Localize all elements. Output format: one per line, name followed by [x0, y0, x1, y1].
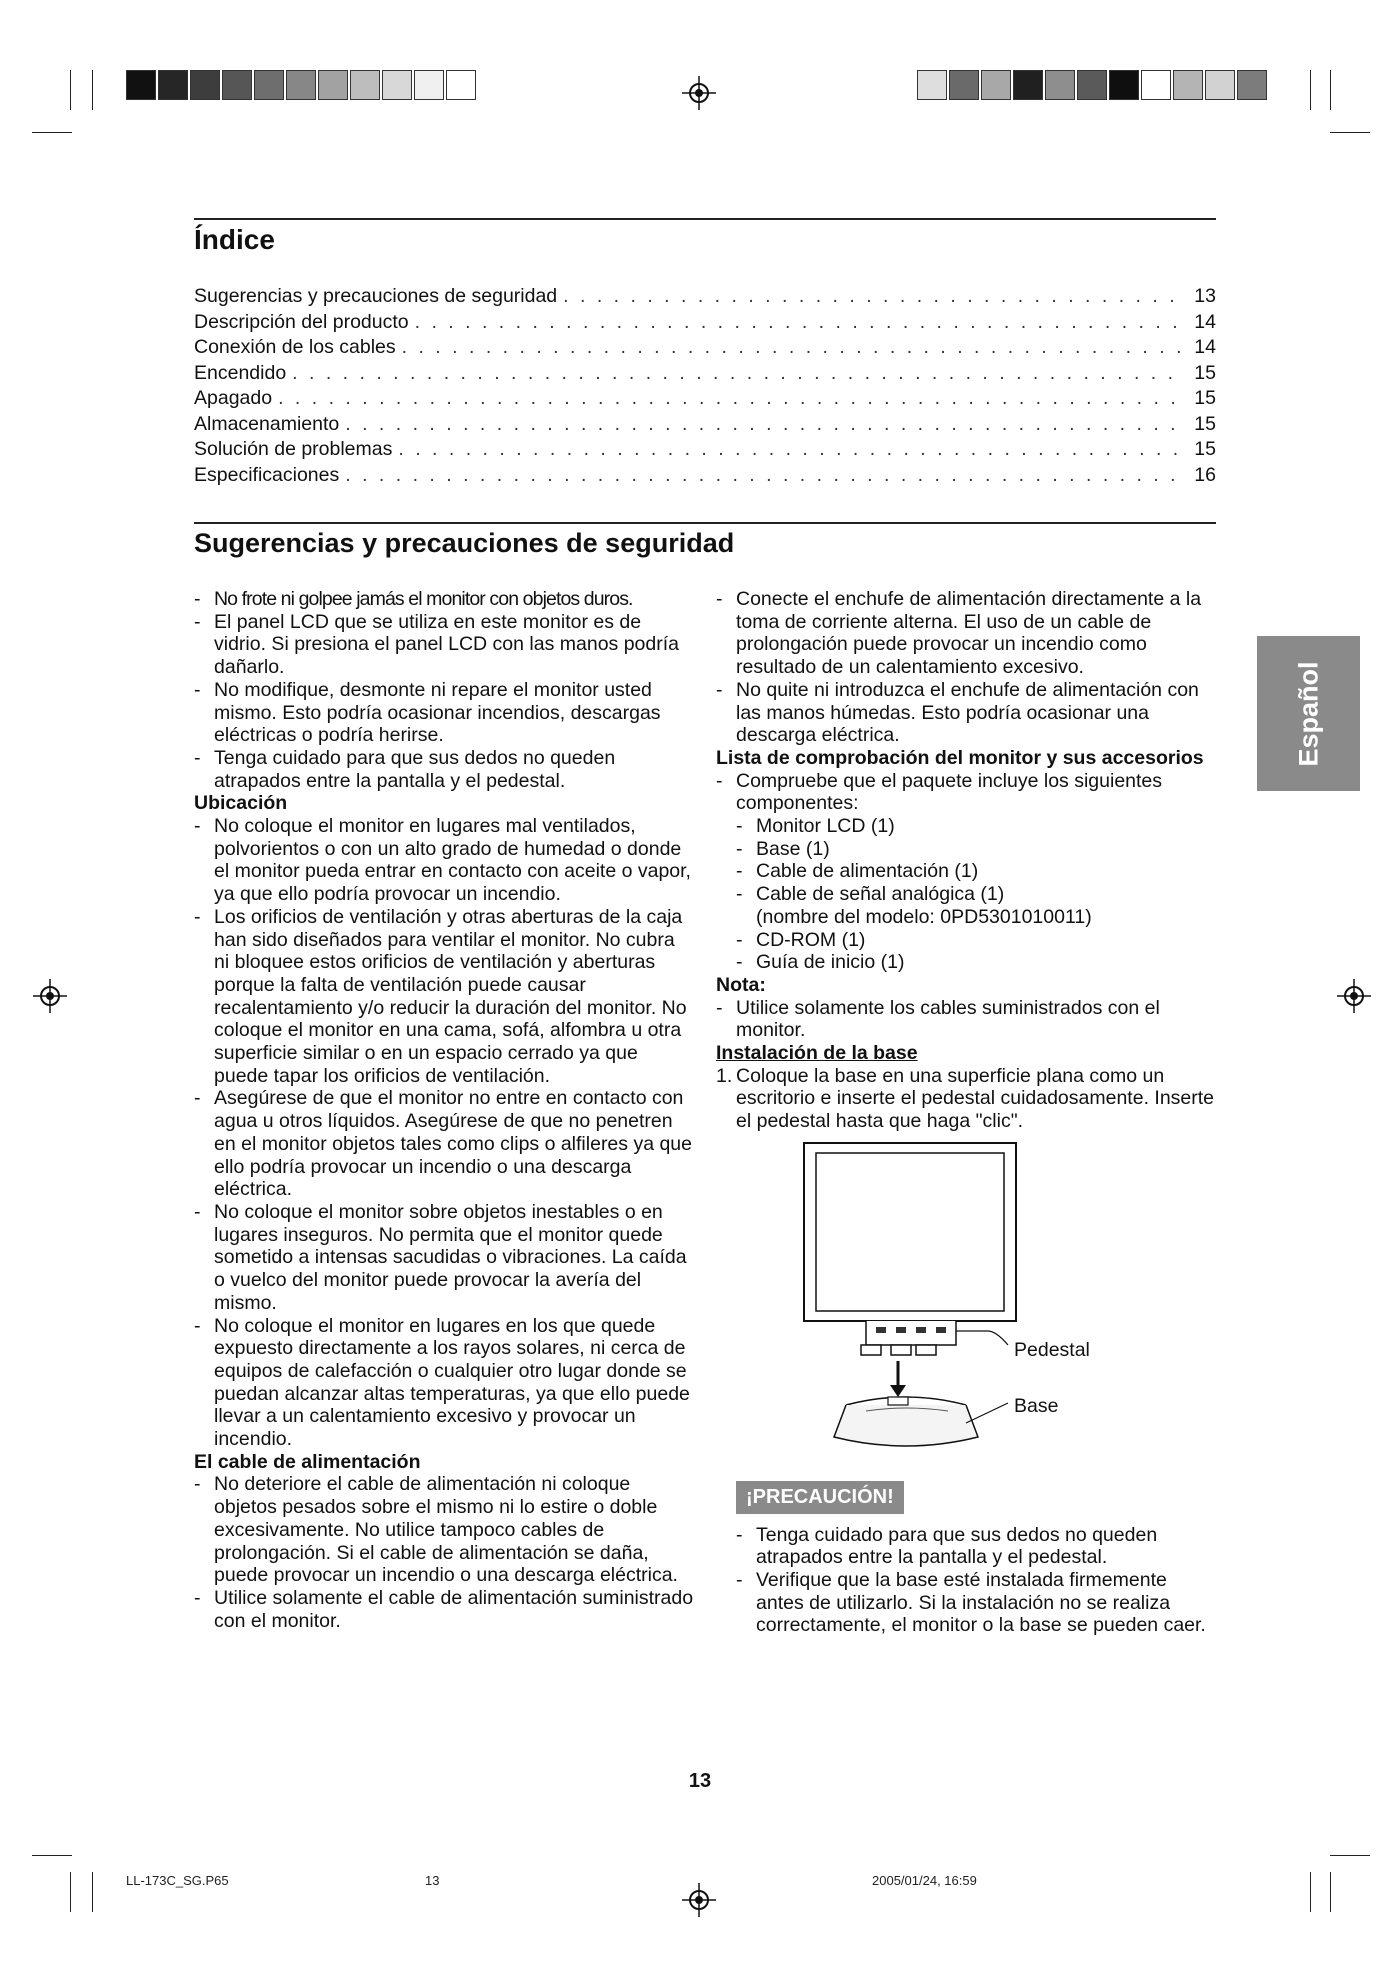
list-item: - No deteriore el cable de alimentación ni coloque objetos pesados sobre el mismo ni lo estire o doble excesivamente. No utilice tampoco cables de prolongación. Si el cable de alimentación se daña, puede provocar un incendio o una descarga eléctrica. — [194, 1473, 678, 1587]
toc-leader-dots — [563, 284, 1180, 310]
color-swatch — [1141, 70, 1171, 100]
color-swatch — [190, 70, 220, 100]
section-heading: Sugerencias y precauciones de seguridad — [194, 528, 735, 558]
toc-top-rule — [194, 218, 1216, 220]
toc-leader-dots — [415, 310, 1180, 336]
color-swatch — [981, 70, 1011, 100]
color-swatch — [286, 70, 316, 100]
color-swatch — [126, 70, 156, 100]
color-swatch — [1205, 70, 1235, 100]
toc-entry-title: Almacenamiento — [194, 412, 340, 435]
ubicacion-heading: Ubicación — [194, 792, 288, 815]
toc-entry-page: 15 — [1194, 361, 1216, 384]
component-item: - Base (1) — [736, 837, 830, 860]
registration-mark-bottom-icon — [682, 1883, 716, 1917]
color-swatch — [1013, 70, 1043, 100]
list-item: - Conecte el enchufe de alimentación directamente a la toma de corriente alterna. El uso de un cable de prolongación puede provocar un incendio como resultado de un calentamiento excesivo. — [716, 588, 1202, 679]
page-number: 13 — [688, 1770, 712, 1792]
registration-mark-right-icon — [1337, 979, 1371, 1013]
left-column — [194, 588, 694, 1632]
cable-list — [194, 1473, 694, 1632]
toc-leader-dots — [345, 412, 1180, 438]
color-swatch — [1077, 70, 1107, 100]
caution-badge: ¡PRECAUCIÓN! — [736, 1481, 904, 1514]
toc-entry-title: Descripción del producto — [194, 310, 409, 333]
color-swatch — [1237, 70, 1267, 100]
list-item: - No modifique, desmonte ni repare el monitor usted mismo. Esto podría ocasionar incendios, descargas eléctricas o podría herirse. — [194, 678, 661, 747]
list-item: - No coloque el monitor sobre objetos inestables o en lugares inseguros. No permita que el monitor quede sometido a intensas sacudidas o vibraciones. La caída o vuelco del monitor puede provocar la avería del mismo. — [194, 1200, 687, 1314]
toc-entry-page: 16 — [1194, 463, 1216, 486]
color-swatch — [414, 70, 444, 100]
color-swatch — [949, 70, 979, 100]
toc-entry-title: Especificaciones — [194, 463, 340, 486]
color-swatch — [1045, 70, 1075, 100]
list-item: - Utilice solamente el cable de alimentación suministrado con el monitor. — [194, 1586, 694, 1632]
component-item: - Cable de alimentación (1) — [736, 860, 979, 883]
cable-heading: El cable de alimentación — [194, 1450, 421, 1473]
toc-entry[interactable] — [194, 412, 1216, 438]
toc-entry[interactable] — [194, 463, 1216, 489]
color-swatch — [917, 70, 947, 100]
color-swatch — [318, 70, 348, 100]
registration-mark-left-icon — [33, 979, 67, 1013]
color-swatch — [158, 70, 188, 100]
list-item: - No frote ni golpee jamás el monitor con objetos duros. — [194, 588, 633, 610]
caution-item: - Verifique que la base esté instalada firmemente antes de utilizarlo. Si la instalación no se realiza correctamente, el monitor o la base se pueden caer. — [736, 1568, 1206, 1637]
list-item: - Asegúrese de que el monitor no entre en contacto con agua u otros líquidos. Asegúrese de que no penetren en el monitor objetos tales como clips o alfileres ya que ello podría provocar un incendio o una descarga eléctrica. — [194, 1087, 692, 1201]
toc-entry[interactable] — [194, 437, 1216, 463]
component-item: - Monitor LCD (1) — [736, 815, 895, 838]
color-bar-right — [917, 70, 1269, 100]
component-item: - Guía de inicio (1) — [736, 951, 905, 974]
color-swatch — [222, 70, 252, 100]
toc-entry-page: 15 — [1194, 438, 1216, 460]
checklist-intro: - Compruebe que el paquete incluye los siguientes componentes: — [716, 769, 1163, 815]
color-swatch — [254, 70, 284, 100]
intro-list — [194, 588, 694, 792]
toc-entry-page: 15 — [1194, 412, 1216, 435]
footer-file: LL-173C_SG.P65 — [126, 1873, 229, 1888]
toc-entry-page: 14 — [1194, 336, 1216, 358]
toc-entry[interactable] — [194, 310, 1216, 336]
nota-heading: Nota: — [716, 973, 766, 996]
toc-entry-page: 13 — [1194, 285, 1216, 307]
caution-list — [736, 1524, 1216, 1638]
toc-leader-dots — [292, 361, 1180, 387]
toc-entry[interactable] — [194, 386, 1216, 412]
toc-heading: Índice — [194, 224, 275, 255]
language-tab: Español — [1257, 636, 1360, 791]
list-item: - No coloque el monitor en lugares mal ventilados, polvorientos o con un alto grado de humedad o donde el monitor pueda entrar en contacto con aceite o vapor, ya que ello podría provocar un incendio. — [194, 815, 691, 906]
color-swatch — [446, 70, 476, 100]
install-step: 1. Coloque la base en una superficie plana como un escritorio e inserte el pedestal cuidadosamente. Inserte el pedestal hasta que haga "clic". — [716, 1064, 1215, 1133]
footer-page: 13 — [425, 1873, 440, 1888]
base-install-diagram — [716, 1133, 1216, 1473]
monitor-diagram-icon — [716, 1133, 1216, 1473]
install-heading: Instalación de la base — [716, 1042, 918, 1065]
toc-leader-dots — [398, 437, 1180, 463]
toc-leader-dots — [278, 386, 1180, 412]
label-pedestal: Pedestal — [1014, 1338, 1090, 1361]
registration-mark-top-icon — [682, 76, 716, 110]
toc-entry[interactable] — [194, 335, 1216, 361]
toc-entry-page: 14 — [1194, 310, 1216, 333]
model-note: (nombre del modelo: 0PD5301010011) — [756, 905, 1092, 928]
nota-item: - Utilice solamente los cables suministrados con el monitor. — [716, 996, 1160, 1042]
toc-leader-dots — [345, 463, 1180, 489]
toc-entry-title: Apagado — [194, 387, 273, 409]
color-swatch — [382, 70, 412, 100]
list-item: - Tenga cuidado para que sus dedos no queden atrapados entre la pantalla y el pedestal. — [194, 746, 616, 792]
list-item: - No quite ni introduzca el enchufe de alimentación con las manos húmedas. Esto podría ocasionar una descarga eléctrica. — [716, 678, 1199, 747]
color-bar-left — [126, 70, 478, 100]
right-column — [716, 588, 1216, 1637]
toc-entry-title: Conexión de los cables — [194, 336, 396, 358]
component-item: - Cable de señal analógica (1) — [736, 883, 1005, 906]
power-list — [716, 588, 1216, 747]
toc-entry[interactable] — [194, 284, 1216, 310]
toc-entry-page: 15 — [1194, 387, 1216, 409]
footer-date: 2005/01/24, 16:59 — [872, 1873, 977, 1888]
color-swatch — [1173, 70, 1203, 100]
toc-entry-title: Sugerencias y precauciones de seguridad — [194, 285, 558, 307]
label-base: Base — [1014, 1394, 1059, 1417]
toc-entry-title: Solución de problemas — [194, 438, 393, 460]
checklist-heading: Lista de comprobación del monitor y sus accesorios — [716, 746, 1204, 769]
list-item: - Los orificios de ventilación y otras aberturas de la caja han sido diseñados para ventilar el monitor. No cubra ni bloquee estos orificios de ventilación y aberturas porque la falta de ventilación puede causar recalentamiento y/o reducir la duración del monitor. No coloque el monitor en una cama, sofá, alfombra u otra superficie similar o en un espacio cerrado ya que puede tapar los orificios de ventilación. — [194, 905, 687, 1087]
component-item: - CD-ROM (1) — [736, 928, 866, 951]
color-swatch — [1109, 70, 1139, 100]
caution-item: - Tenga cuidado para que sus dedos no queden atrapados entre la pantalla y el pedestal. — [736, 1523, 1158, 1569]
toc-leader-dots — [402, 335, 1180, 361]
list-item: - No coloque el monitor en lugares en los que quede expuesto directamente a los rayos solares, ni cerca de equipos de calefacción o cualquier otro lugar donde se puedan alcanzar altas temperaturas, ya que ello puede llevar a un calentamiento excesivo y provocar un incendio. — [194, 1314, 690, 1451]
ubicacion-list — [194, 815, 694, 1451]
color-swatch — [350, 70, 380, 100]
toc-entry[interactable] — [194, 361, 1216, 387]
list-item: - El panel LCD que se utiliza en este monitor es de vidrio. Si presiona el panel LCD con las manos podría dañarlo. — [194, 610, 680, 679]
section-top-rule — [194, 522, 1216, 524]
components-list — [736, 815, 1216, 974]
table-of-contents — [194, 284, 1216, 488]
toc-entry-title: Encendido — [194, 361, 287, 384]
